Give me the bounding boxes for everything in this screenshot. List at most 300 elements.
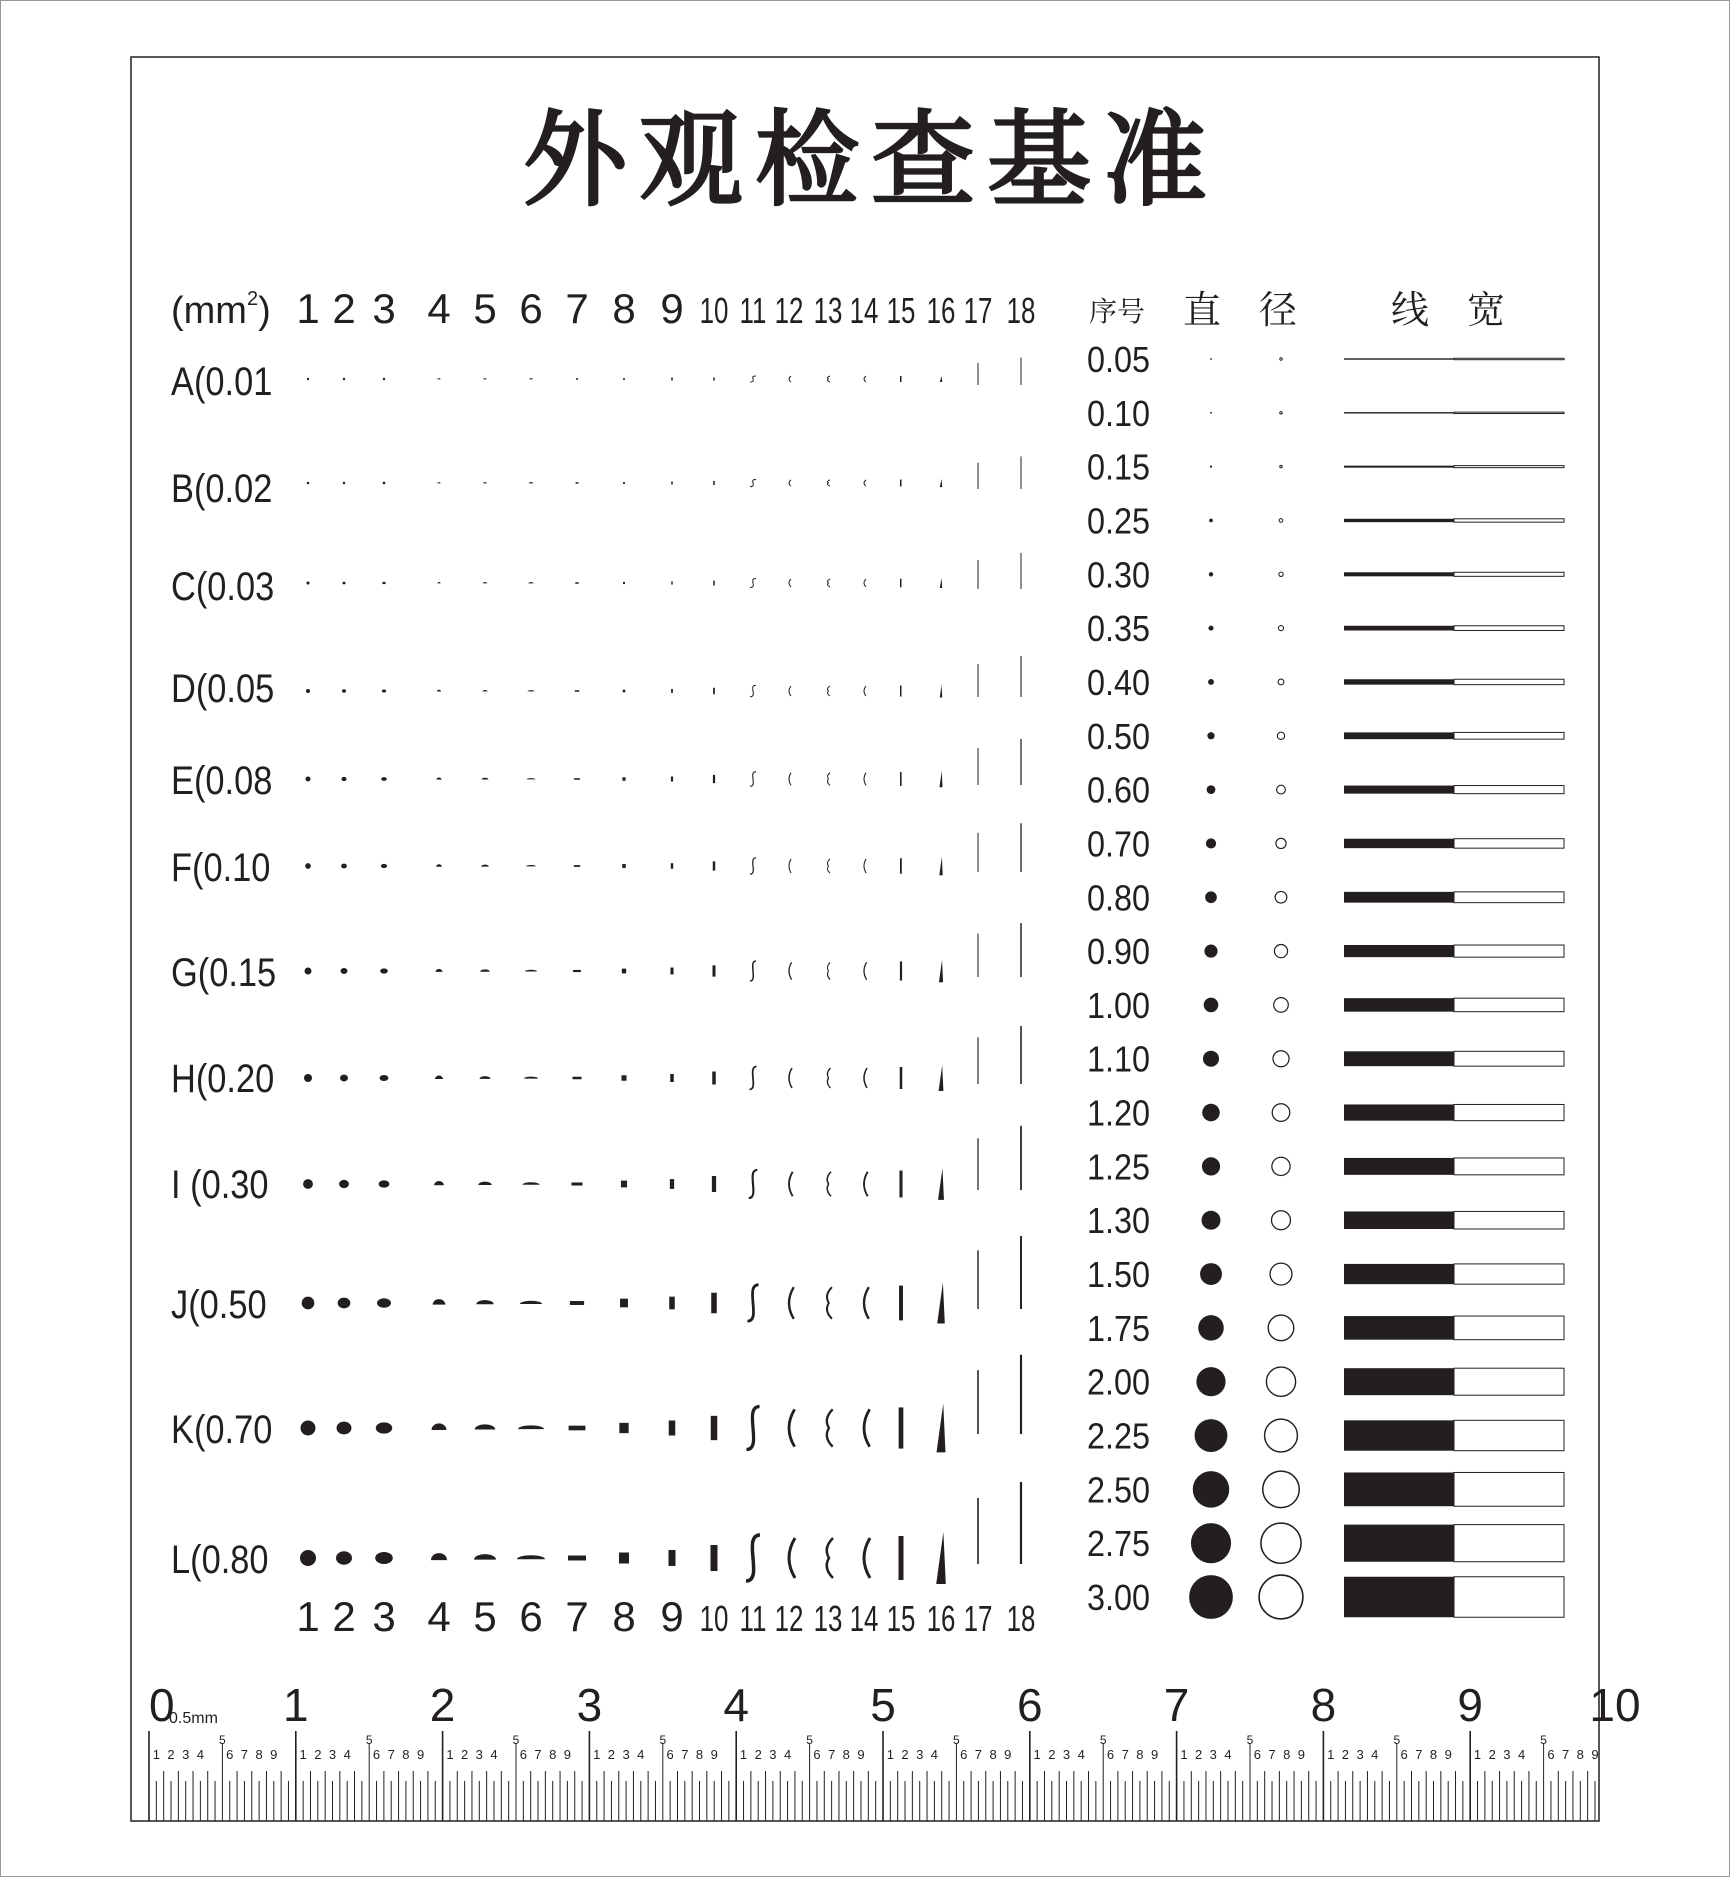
ruler-mm-digit: 6 <box>1547 1747 1555 1762</box>
defect-s-curve <box>750 772 756 787</box>
defect-rect <box>575 582 578 584</box>
hollow-circle <box>1270 1263 1292 1285</box>
filled-dot <box>1210 466 1212 468</box>
size-row <box>1087 717 1564 757</box>
ruler-mm-digit: 6 <box>226 1747 234 1762</box>
defect-bar <box>713 861 715 870</box>
ruler-mm-digit: 1 <box>299 1747 307 1762</box>
size-row <box>1087 1363 1564 1403</box>
defect-half-dot <box>483 582 487 583</box>
ruler-mm-digit: 6 <box>813 1747 821 1762</box>
ruler-half-mark: 5 <box>219 1733 226 1747</box>
column-number: 9 <box>660 1593 684 1640</box>
hollow-circle <box>1272 1157 1290 1175</box>
defect-dot <box>342 689 346 692</box>
column-number: 13 <box>813 1598 843 1640</box>
filled-dot <box>1198 1315 1224 1341</box>
column-number: 1 <box>296 1593 320 1640</box>
line-width-outline <box>1454 1577 1564 1618</box>
size-value: 0.25 <box>1087 501 1151 542</box>
defect-line <box>900 686 902 697</box>
defect-dot <box>307 482 310 485</box>
defect-s-curve <box>747 1285 758 1321</box>
ruler-cm-label: 9 <box>1457 1679 1483 1731</box>
size-row <box>1087 502 1564 542</box>
defect-half-dot <box>522 1182 539 1184</box>
defect-arc <box>789 859 791 873</box>
defect-bar <box>713 688 715 695</box>
column-number: 7 <box>565 285 589 332</box>
size-row <box>1087 1202 1564 1242</box>
hollow-circle <box>1280 465 1282 467</box>
column-number: 10 <box>699 1598 729 1640</box>
defect-brace <box>827 962 830 979</box>
line-width-outline <box>1454 358 1564 359</box>
filled-dot <box>1202 1211 1221 1230</box>
unit-label-text: (mm <box>171 290 247 332</box>
ruler-mm-digit: 3 <box>475 1747 483 1762</box>
ruler-mm-digit: 6 <box>1400 1747 1408 1762</box>
ruler-mm-digit: 8 <box>695 1747 704 1762</box>
size-value: 3.00 <box>1087 1578 1151 1619</box>
defect-bar <box>671 689 673 693</box>
defect-arc <box>864 1538 870 1578</box>
hollow-circle <box>1277 732 1284 739</box>
column-number: 6 <box>519 1593 543 1640</box>
defect-arc <box>789 1409 795 1446</box>
ruler-mm-digit: 2 <box>1048 1747 1056 1762</box>
defect-brace <box>827 1172 831 1196</box>
defect-s-curve <box>750 961 756 981</box>
defect-half-dot <box>518 1425 544 1429</box>
defect-bar <box>713 580 715 585</box>
line-width-outline <box>1454 626 1564 631</box>
ruler-mm-digit: 7 <box>1268 1747 1276 1762</box>
defect-line <box>900 772 902 786</box>
hollow-circle <box>1259 1575 1303 1619</box>
defect-s-curve <box>746 1406 759 1449</box>
row-label: A(0.01 <box>171 358 273 404</box>
defect-bar <box>671 378 673 381</box>
size-row <box>1087 556 1564 596</box>
line-width-bar <box>1344 1211 1454 1229</box>
ruler-half-mark: 5 <box>365 1733 373 1747</box>
defect-row <box>304 1026 1021 1091</box>
ruler-mm-digit: 3 <box>622 1747 630 1762</box>
ruler-mm-digit: 4 <box>1371 1747 1379 1762</box>
line-width-outline <box>1454 1051 1564 1066</box>
defect-half-dot <box>438 378 441 379</box>
ruler-half-mark: 5 <box>1246 1733 1254 1747</box>
defect-wedge <box>940 578 942 588</box>
defect-rect <box>573 1077 582 1080</box>
ruler-half-mark: 5 <box>806 1733 813 1747</box>
hollow-circle <box>1277 785 1286 794</box>
ruler-mm-digit: 4 <box>783 1747 792 1762</box>
defect-dot <box>383 378 385 380</box>
ruler-mm-digit: 7 <box>1562 1747 1570 1762</box>
ruler-mm-digit: 9 <box>1004 1747 1012 1762</box>
defect-row <box>307 456 1021 489</box>
hollow-circle <box>1265 1419 1298 1452</box>
ruler-half-mark: 5 <box>1099 1733 1107 1747</box>
size-row <box>1087 448 1564 488</box>
defect-s-curve <box>749 1170 758 1198</box>
defect-bar <box>671 482 673 485</box>
ruler-cm-label: 0 <box>149 1679 175 1731</box>
defect-arc <box>789 1172 793 1196</box>
defect-dot <box>380 968 388 973</box>
size-row <box>1087 1309 1564 1349</box>
defect-half-dot <box>528 582 533 583</box>
defect-rect <box>619 1553 629 1564</box>
defect-half-dot <box>526 865 536 866</box>
defect-wedge <box>939 1065 944 1091</box>
line-width-outline <box>1454 786 1564 794</box>
filled-dot <box>1206 838 1216 848</box>
ruler-cm-label: 7 <box>1163 1679 1190 1731</box>
defect-half-dot <box>436 864 442 866</box>
ruler-mm-digit: 9 <box>416 1747 425 1762</box>
defect-dot <box>343 482 346 484</box>
filled-dot <box>1205 891 1217 903</box>
ruler-mm-digit: 6 <box>372 1747 381 1762</box>
ruler-cm-label: 3 <box>576 1679 603 1731</box>
ruler-mm-digit: 4 <box>1077 1747 1085 1762</box>
defect-dot <box>306 689 310 693</box>
defect-s-curve <box>750 858 756 874</box>
size-row <box>1087 1094 1564 1134</box>
ruler-mm-digit: 8 <box>549 1747 557 1762</box>
line-width-outline <box>1454 1104 1564 1120</box>
defect-rect <box>623 482 625 484</box>
defect-dot <box>375 1552 393 1564</box>
ruler-mm-digit: 8 <box>1136 1747 1144 1762</box>
line-width-bar <box>1344 1577 1454 1618</box>
defect-line <box>900 961 902 980</box>
size-value: 2.25 <box>1087 1416 1151 1457</box>
size-row <box>1087 394 1564 434</box>
column-number: 3 <box>372 1593 396 1640</box>
column-number: 6 <box>519 285 543 332</box>
defect-rect <box>623 690 626 693</box>
defect-arc <box>864 1409 870 1446</box>
defect-half-dot <box>525 970 537 972</box>
line-width-outline <box>1454 572 1564 576</box>
ruler-mm-digit: 4 <box>490 1747 498 1762</box>
line-width-outline <box>1454 1525 1564 1562</box>
defect-arc <box>864 859 866 873</box>
column-number: 15 <box>886 290 916 332</box>
line-width-outline <box>1454 1264 1564 1284</box>
size-row <box>1087 771 1564 811</box>
size-row <box>1087 933 1564 973</box>
defect-dot <box>383 482 386 484</box>
line-width-outline <box>1454 1158 1564 1175</box>
size-value: 2.75 <box>1087 1524 1151 1565</box>
defect-dot <box>377 1298 391 1307</box>
row-label: K(0.70 <box>171 1406 273 1452</box>
defect-half-dot <box>436 777 441 779</box>
defect-dot <box>304 1074 312 1082</box>
defect-bar <box>711 1545 718 1571</box>
defect-brace <box>827 1068 830 1088</box>
defect-arc <box>789 686 791 696</box>
defect-bar <box>712 1072 716 1085</box>
defect-arc <box>864 962 867 979</box>
ruler-mm-digit: 8 <box>989 1747 997 1762</box>
line-width-outline <box>1454 1420 1564 1450</box>
defect-line <box>900 1067 903 1089</box>
defect-dot <box>336 1551 352 1565</box>
defect-brace <box>828 579 831 587</box>
column-numbers-top <box>296 285 1035 332</box>
header-line-width: 线 宽 <box>1391 290 1506 332</box>
inspection-standard-sheet <box>1 1 1730 1878</box>
row-label: I (0.30 <box>171 1161 269 1207</box>
defect-samples <box>300 358 1021 1584</box>
defect-half-dot <box>524 1077 538 1079</box>
hollow-circle <box>1279 519 1283 523</box>
row-label: F(0.10 <box>171 844 271 890</box>
line-width-outline <box>1454 679 1564 684</box>
ruler-mm-digit: 3 <box>328 1747 337 1762</box>
ruler-mm-digit: 4 <box>196 1747 204 1762</box>
defect-s-curve <box>750 479 756 486</box>
defect-bar <box>712 1176 716 1192</box>
defect-row <box>301 1355 1021 1453</box>
defect-brace <box>827 1538 833 1578</box>
row-label: H(0.20 <box>171 1055 275 1101</box>
column-number: 17 <box>963 290 993 332</box>
line-width-outline <box>1454 892 1564 903</box>
defect-arc <box>789 1068 792 1088</box>
defect-half-dot <box>481 865 489 867</box>
ruler-mm-digit: 6 <box>666 1747 674 1762</box>
defect-rect <box>623 378 625 380</box>
line-width-bar <box>1344 839 1454 848</box>
hollow-circle <box>1274 945 1287 958</box>
filled-dot <box>1208 626 1213 631</box>
filled-dot <box>1195 1419 1228 1452</box>
defect-line <box>900 376 902 382</box>
defect-arc <box>789 962 792 979</box>
column-number: 14 <box>849 1598 879 1640</box>
line-width-bar <box>1344 1051 1454 1066</box>
line-width-outline <box>1454 1316 1564 1340</box>
defect-arc <box>864 376 866 382</box>
line-width-outline <box>1454 412 1564 413</box>
size-value: 2.50 <box>1087 1470 1151 1511</box>
defect-arc <box>789 579 791 587</box>
filled-dot <box>1210 412 1212 414</box>
size-value: 0.50 <box>1087 717 1151 758</box>
column-number: 11 <box>739 290 767 332</box>
ruler-cm-label: 5 <box>870 1679 896 1731</box>
filled-dot <box>1204 998 1219 1013</box>
filled-dot <box>1209 519 1213 523</box>
hollow-circle <box>1268 1315 1294 1341</box>
filled-dot <box>1210 358 1212 360</box>
defect-dot <box>343 378 345 380</box>
defect-brace <box>827 1287 832 1319</box>
row-label: J(0.50 <box>171 1281 267 1327</box>
defect-arc <box>789 773 791 786</box>
size-value: 1.20 <box>1087 1094 1151 1134</box>
defect-half-dot <box>529 482 533 483</box>
defect-wedge <box>937 1404 946 1453</box>
defect-arc <box>864 1287 869 1319</box>
defect-dot <box>307 378 309 380</box>
ruler-mm-digit: 3 <box>1503 1747 1511 1762</box>
line-width-outline <box>1454 998 1564 1012</box>
defect-bar <box>711 1416 718 1440</box>
line-width-bar <box>1344 626 1454 631</box>
defect-rect <box>576 482 579 484</box>
defect-bar <box>669 1297 675 1310</box>
filled-dot <box>1207 732 1214 739</box>
ruler-mm-digit: 7 <box>974 1747 983 1762</box>
defect-dot <box>302 1297 315 1310</box>
defect-half-dot <box>484 378 487 379</box>
defect-rect <box>576 378 578 380</box>
ruler-mm-digit: 7 <box>387 1747 395 1762</box>
column-number: 9 <box>660 285 684 332</box>
ruler-mm-digit: 8 <box>402 1747 410 1762</box>
line-width-bar <box>1344 466 1454 468</box>
size-row <box>1087 825 1564 865</box>
defect-half-dot <box>435 1076 443 1080</box>
defect-bar <box>670 968 673 975</box>
row-label: G(0.15 <box>171 949 277 995</box>
ruler-mm-digit: 9 <box>1444 1747 1452 1762</box>
defect-bar <box>671 863 673 869</box>
column-number: 18 <box>1006 290 1036 332</box>
ruler-mm-digit: 2 <box>314 1747 322 1762</box>
ruler-mm-digit: 3 <box>1209 1747 1217 1762</box>
ruler-mm-digit: 8 <box>1283 1747 1291 1762</box>
line-width-bar <box>1344 572 1454 576</box>
defect-dot <box>301 1421 316 1436</box>
size-row <box>1087 1417 1564 1457</box>
column-number: 1 <box>296 285 320 332</box>
ruler-mm-digit: 7 <box>1415 1747 1423 1762</box>
defect-brace <box>828 480 831 486</box>
line-width-outline <box>1454 1472 1564 1506</box>
column-number: 3 <box>372 285 396 332</box>
row-label: B(0.02 <box>171 465 273 511</box>
ruler-mm-digit: 3 <box>769 1747 777 1762</box>
ruler-mm-digit: 4 <box>637 1747 645 1762</box>
defect-dot <box>303 1179 313 1189</box>
defect-rect <box>575 690 580 692</box>
defect-dot <box>337 1422 352 1435</box>
size-value: 0.35 <box>1087 609 1151 650</box>
defect-row <box>306 553 1021 589</box>
column-number: 2 <box>332 285 356 332</box>
size-row <box>1087 879 1564 919</box>
defect-dot <box>305 863 311 869</box>
column-number: 15 <box>886 1598 916 1640</box>
defect-dot <box>342 582 345 585</box>
ruler-mm-digit: 3 <box>1062 1747 1071 1762</box>
filled-dot <box>1208 679 1214 685</box>
defect-rect <box>623 582 625 584</box>
column-number: 4 <box>427 285 451 332</box>
ruler-mm-digit: 3 <box>1356 1747 1364 1762</box>
column-number: 5 <box>473 1593 497 1640</box>
defect-dot <box>339 1180 349 1188</box>
defect-dot <box>380 1075 389 1081</box>
defect-rect <box>620 1299 628 1308</box>
defect-line <box>899 1407 904 1448</box>
defect-dot <box>381 864 387 868</box>
ruler-cm-label: 1 <box>283 1679 309 1731</box>
row-label: L(0.80 <box>171 1536 269 1582</box>
defect-arc <box>789 480 791 486</box>
column-number: 13 <box>813 290 843 332</box>
defect-s-curve <box>750 376 756 382</box>
ruler-mm-digit: 8 <box>842 1747 850 1762</box>
defect-dot <box>341 968 348 974</box>
defect-arc <box>864 773 866 786</box>
defect-line <box>899 1171 902 1198</box>
defect-half-dot <box>480 969 490 971</box>
defect-half-dot <box>437 690 441 692</box>
defect-dot <box>341 777 346 781</box>
line-width-outline <box>1454 945 1564 957</box>
defect-bar <box>711 1293 717 1314</box>
filled-dot <box>1196 1367 1225 1396</box>
ruler-mm-digit: 7 <box>828 1747 836 1762</box>
line-width-bar <box>1344 1525 1454 1562</box>
defect-half-dot <box>434 1181 444 1185</box>
column-number: 12 <box>774 1598 804 1640</box>
size-row <box>1087 340 1564 380</box>
defect-rect <box>571 1182 582 1185</box>
ruler-mm-digit: 2 <box>754 1747 762 1762</box>
defect-half-dot <box>528 690 535 691</box>
ruler-mm-digit: 1 <box>1033 1747 1041 1762</box>
defect-wedge <box>939 960 943 983</box>
column-number: 8 <box>612 1593 636 1640</box>
defect-half-dot <box>529 378 532 379</box>
unit-close: ) <box>258 290 271 332</box>
column-number: 11 <box>739 1598 767 1640</box>
size-value: 1.30 <box>1087 1201 1151 1242</box>
defect-half-dot <box>482 690 488 691</box>
ruler-mm-digit: 9 <box>270 1747 278 1762</box>
row-labels <box>171 359 276 1582</box>
ruler-mm-digit: 7 <box>534 1747 542 1762</box>
defect-bar <box>712 965 715 976</box>
mm-ruler <box>149 1679 1641 1821</box>
size-value: 0.60 <box>1087 771 1151 812</box>
ruler-half-mark: 5 <box>512 1733 520 1747</box>
hollow-circle <box>1279 572 1283 576</box>
defect-rect <box>619 1423 628 1433</box>
defect-row <box>302 1236 1021 1323</box>
size-value: 1.25 <box>1087 1147 1151 1188</box>
ruler-mm-digit: 2 <box>901 1747 909 1762</box>
defect-row <box>305 739 1021 787</box>
defect-rect <box>622 1075 627 1081</box>
defect-rect <box>568 1556 586 1561</box>
defect-row <box>307 358 1021 385</box>
defect-rect <box>621 1181 627 1188</box>
defect-line <box>899 1286 903 1321</box>
defect-bar <box>713 775 715 783</box>
